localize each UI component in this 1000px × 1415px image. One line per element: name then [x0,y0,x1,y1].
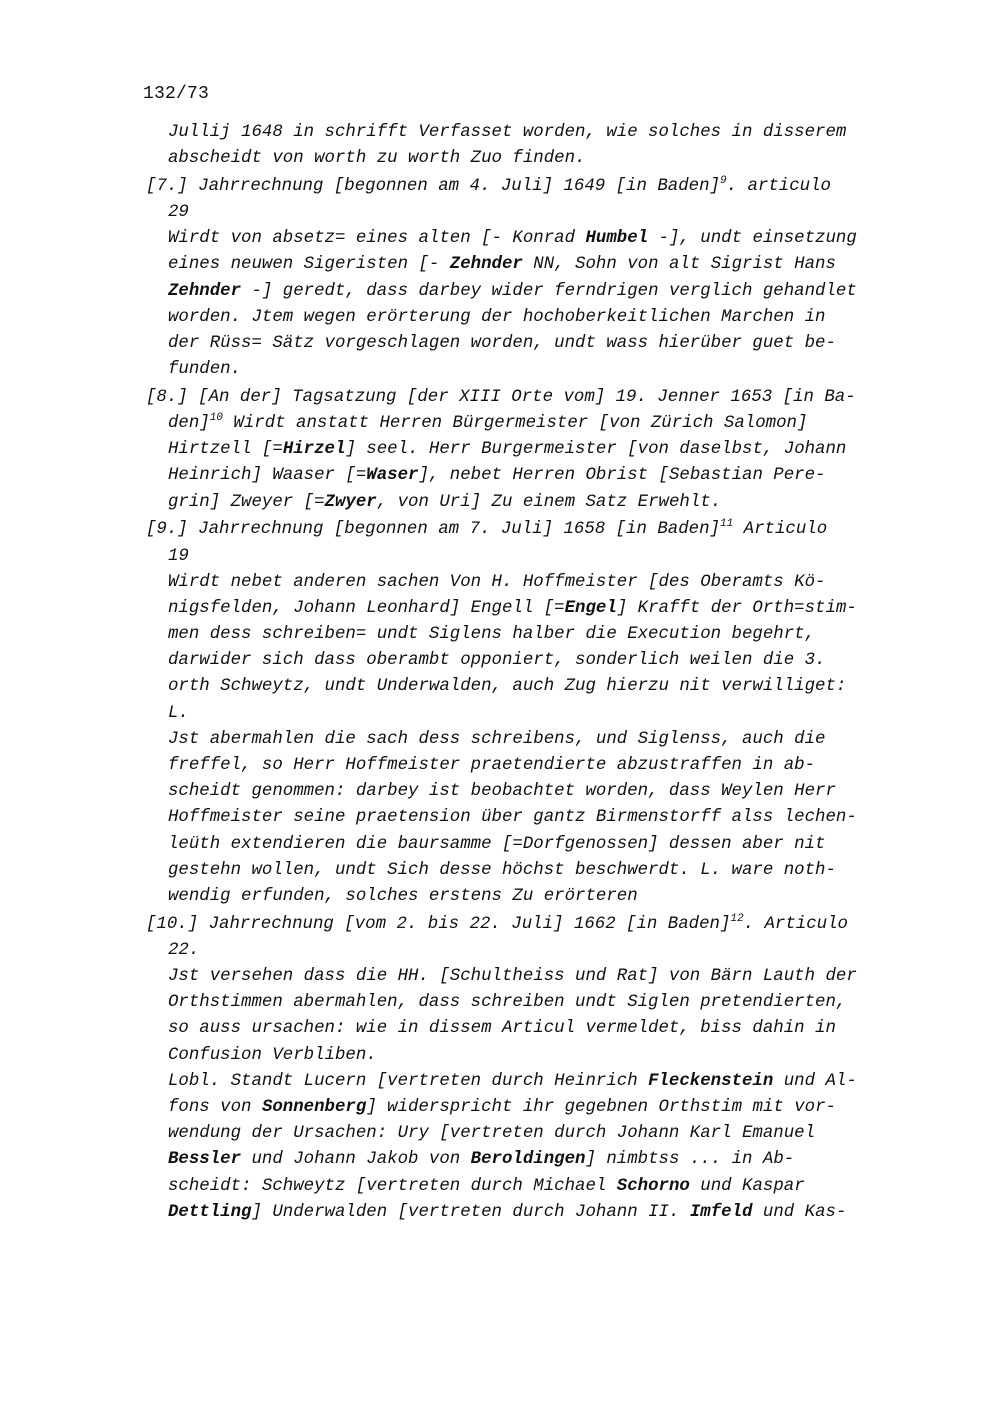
text-segment: -], undt einsetzung [648,229,857,249]
text-line [146,938,906,964]
text-segment: Orthstimmen abermahlen, dass schreiben undt Siglen pretendierten, [168,993,847,1013]
text-segment: und Johann Jakob von [241,1150,471,1170]
text-line [146,990,906,1016]
page-number: 132/73 [143,84,210,104]
entry-heading [146,517,906,543]
text-segment: , von Uri] Zu einem Satz Erwehlt. [376,492,722,512]
text-line [146,226,906,252]
text-segment: und Al- [773,1071,857,1091]
text-segment: men dess schreiben= undt Siglens halber die Execution begehrt, [168,625,816,645]
text-segment: ] nimbtss ... in Ab- [585,1150,795,1170]
text-segment: scheidt: Schweytz [vertreten durch Michael [168,1176,617,1196]
text-segment: leüth extendieren die baursamme [=Dorfgenossen] dessen aber nit [168,834,826,854]
text-segment: Articulo [733,520,828,540]
text-line [146,753,906,779]
text-segment: orth Schweytz, undt Underwalden, auch Zug hierzu nit verwilliget: [168,677,847,697]
entry-heading [146,385,906,411]
text-segment: der Rüss= Sätz vorgeschlagen worden, undt wass hierüber guet be- [168,334,836,353]
text-line [146,701,906,727]
text-line [146,544,906,570]
name-emphasis: Zehnder [168,281,242,301]
text-line [146,331,906,357]
text-segment: ] Underwalden [vertreten durch Johann II. [251,1202,690,1222]
name-emphasis: Waser [366,466,419,486]
entry-8 [146,385,906,516]
text-line [146,411,906,437]
text-segment: Wirdt nebet anderen sachen Von H. Hoffmeister [des Oberamts Kö- [168,572,826,592]
text-segment: und Kaspar [689,1176,805,1196]
text-line [146,305,906,331]
text-line [146,1121,906,1147]
text-line [146,570,906,596]
text-segment: Jullij 1648 in schrifft Verfasset worden, wie solches in disserem [168,123,847,142]
text-segment: Heinrich] Waaser [= [168,466,367,486]
text-line [146,648,906,674]
text-segment: ] Krafft der Orth=stim- [616,598,857,618]
text-line [146,1043,906,1069]
footnote-marker: 10 [209,412,223,425]
name-emphasis: Zehnder [449,255,523,275]
text-segment: ] seel. Herr Burgermeister [von daselbst, Johann [345,440,847,460]
text-line [146,357,906,383]
text-segment: [8.] [An der] Tagsatzung [der XIII Orte vom] 19. Jenner 1653 [in Ba- [146,387,856,407]
name-emphasis: Schorno [616,1176,690,1196]
text-segment: ], nebet Herren Obrist [Sebastian Pere- [418,466,826,486]
text-segment: freffel, so Herr Hoffmeister praetendierte abzustraffen in ab- [168,756,816,775]
text-segment: [9.] Jahrrechnung [begonnen am 7. Juli] 1658 [in Baden] [146,520,720,540]
text-segment: [10.] Jahrrechnung [vom 2. bis 22. Juli] 1662 [in Baden] [146,914,731,934]
text-segment: darwider sich dass oberambt opponiert, sonderlich weilen die 3. [168,651,826,671]
footnote-marker: 11 [720,518,734,531]
text-line [146,964,906,990]
document-body [146,120,906,1226]
text-segment: Wirdt von absetz= eines alten [- Konrad [168,229,586,249]
text-line [146,200,906,226]
text-segment: Jst abermahlen die sach dess schreibens, und Siglenss, auch die [168,729,826,749]
text-segment: so auss ursachen: wie in dissem Articul vermeldet, biss dahin in [168,1019,836,1039]
text-line [146,252,906,278]
entry-continuation [146,120,906,172]
text-segment: . articulo [726,176,831,196]
text-line [146,146,906,172]
text-line [146,1016,906,1042]
text-segment: und Kas- [752,1202,847,1222]
text-segment: fons von [168,1097,262,1117]
text-segment: eines neuwen Sigeristen [- [168,255,450,275]
name-emphasis: Dettling [168,1202,252,1222]
text-segment: L. [168,703,189,723]
text-segment: . Articulo [743,914,848,934]
name-emphasis: Sonnenberg [261,1097,367,1117]
text-line [146,1095,906,1121]
text-line [146,596,906,622]
text-segment: nigsfelden, Johann Leonhard] Engell [= [168,598,565,618]
text-segment: wendig erfunden, solches erstens Zu erörteren [168,886,638,906]
name-emphasis: Fleckenstein [648,1071,774,1091]
text-segment: Hirtzell [= [168,440,283,460]
text-line [146,805,906,831]
name-emphasis: Bessler [168,1150,242,1170]
footnote-marker: 9 [720,174,727,187]
text-segment: 19 [168,546,189,566]
entry-heading [146,912,906,938]
text-segment: NN, Sohn von alt Sigrist Hans [522,255,836,275]
text-line [146,727,906,753]
entry-10 [146,912,906,1226]
text-line [146,120,906,146]
text-line [146,279,906,305]
text-segment: worden. Jtem wegen erörterung der hochoberkeitlichen Marchen in [168,307,826,327]
text-line [146,674,906,700]
name-emphasis: Imfeld [689,1202,753,1222]
text-line [146,779,906,805]
text-line [146,463,906,489]
name-emphasis: Beroldingen [470,1150,586,1170]
text-segment: Jst versehen dass die HH. [Schultheiss und Rat] von Bärn Lauth der [168,967,857,986]
footnote-marker: 12 [730,912,744,925]
name-emphasis: Hirzel [282,440,346,460]
text-line [146,437,906,463]
text-segment: ] widerspricht ihr gegebnen Orthstim mit vor- [366,1097,836,1117]
text-segment: wendung der Ursachen: Ury [vertreten durch Johann Karl Emanuel [168,1124,816,1144]
text-line [146,1174,906,1200]
text-segment: Wirdt anstatt Herren Bürgermeister [von Zürich Salomon] [222,414,808,434]
text-segment: funden. [168,360,242,380]
entry-9 [146,517,906,910]
text-segment: 29 [168,203,189,223]
text-segment: [7.] Jahrrechnung [begonnen am 4. Juli] 1649 [in Baden] [146,176,720,196]
text-line [146,622,906,648]
entry-7 [146,174,906,384]
text-segment: Confusion Verbliben. [168,1045,377,1065]
name-emphasis: Engel [564,598,617,618]
text-segment: Lobl. Standt Lucern [vertreten durch Heinrich [168,1071,649,1091]
text-segment: 22. [168,940,200,960]
text-segment: gestehn wollen, undt Sich desse höchst beschwerdt. L. ware noth- [168,860,836,880]
text-segment: abscheidt von worth zu worth Zuo finden. [168,149,586,169]
text-segment: grin] Zweyer [= [168,492,325,512]
name-emphasis: Humbel [585,229,649,249]
text-segment: den] [168,414,210,434]
text-line [146,490,906,516]
text-line [146,884,906,910]
name-emphasis: Zwyer [324,492,377,512]
text-line [146,832,906,858]
text-line [146,1200,906,1226]
text-segment: scheidt genommen: darbey ist beobachtet worden, dass Weylen Herr [168,782,836,802]
text-segment: Hoffmeister seine praetension über gantz Birmenstorff alss lechen- [168,808,857,828]
text-line [146,858,906,884]
text-segment: -] geredt, dass darbey wider ferndrigen verglich gehandlet [241,281,857,301]
text-line [146,1069,906,1095]
text-line [146,1147,906,1173]
entry-heading [146,174,906,200]
